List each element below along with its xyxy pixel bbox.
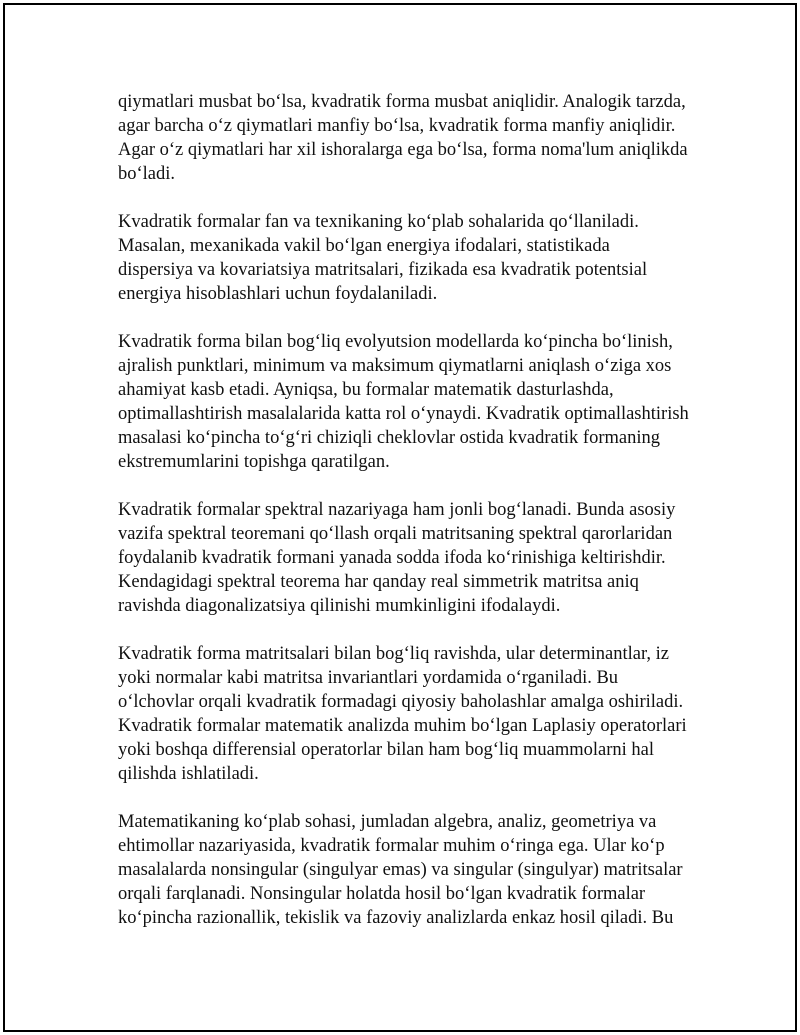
text-line: agar barcha o‘z qiymatlari manfiy bo‘lsa, kvadratik forma manfiy aniqlidir. [118, 116, 676, 136]
text-line: bo‘ladi. [118, 164, 176, 184]
text-line: ahamiyat kasb etadi. Ayniqsa, bu formalar matematik dasturlashda, [118, 380, 614, 400]
document-body [118, 90, 694, 954]
text-line: Kvadratik formalar matematik analizda muhim bo‘lgan Laplasiy operatorlari [118, 716, 687, 736]
paragraph-1 [118, 90, 694, 186]
text-line: dispersiya va kovariatsiya matritsalari, fizikada esa kvadratik potentsial [118, 260, 648, 280]
paragraph-3 [118, 330, 694, 474]
text-line: Kendagidagi spektral teorema har qanday real simmetrik matritsa aniq [118, 572, 639, 592]
text-line: ko‘pincha razionallik, tekislik va fazoviy analizlarda enkaz hosil qiladi. Bu [118, 908, 674, 928]
text-line: orqali farqlanadi. Nonsingular holatda hosil bo‘lgan kvadratik formalar [118, 884, 646, 904]
paragraph-2 [118, 210, 694, 306]
text-line: ravishda diagonalizatsiya qilinishi mumkinligini ifodalaydi. [118, 596, 561, 616]
text-line: Matematikaning ko‘plab sohasi, jumladan algebra, analiz, geometriya va [118, 812, 657, 832]
text-line: masalasi ko‘pincha to‘g‘ri chiziqli cheklovlar ostida kvadratik formaning [118, 428, 660, 448]
text-line: foydalanib kvadratik formani yanada sodda ifoda ko‘rinishiga keltirishdir. [118, 548, 666, 568]
paragraph-4 [118, 498, 694, 618]
text-line: Masalan, mexanikada vakil bo‘lgan energiya ifodalari, statistikada [118, 236, 610, 256]
text-line: o‘lchovlar orqali kvadratik formadagi qiyosiy baholashlar amalga oshiriladi. [118, 692, 684, 712]
text-line: qiymatlari musbat bo‘lsa, kvadratik forma musbat aniqlidir. Analogik tarzda, [118, 92, 686, 112]
text-line: qilishda ishlatiladi. [118, 764, 259, 784]
text-line: Kvadratik formalar fan va texnikaning ko‘plab sohalarida qo‘llaniladi. [118, 212, 639, 232]
text-line: ehtimollar nazariyasida, kvadratik formalar muhim o‘ringa ega. Ular ko‘p [118, 836, 665, 856]
text-line: vazifa spektral teoremani qo‘llash orqali matritsaning spektral qarorlaridan [118, 524, 673, 544]
text-line: ajralish punktlari, minimum va maksimum qiymatlarni aniqlash o‘ziga xos [118, 356, 672, 376]
text-line: yoki normalar kabi matritsa invariantlari yordamida o‘rganiladi. Bu [118, 668, 619, 688]
text-line: Agar o‘z qiymatlari har xil ishoralarga ega bo‘lsa, forma noma'lum aniqlikda [118, 140, 688, 160]
text-line: masalalarda nonsingular (singulyar emas) va singular (singulyar) matritsalar [118, 860, 683, 880]
paragraph-5 [118, 642, 694, 786]
text-line: optimallashtirish masalalarida katta rol o‘ynaydi. Kvadratik optimallashtirish [118, 404, 689, 424]
paragraph-6 [118, 810, 694, 930]
text-line: Kvadratik forma bilan bog‘liq evolyutsion modellarda ko‘pincha bo‘linish, [118, 332, 673, 352]
text-line: yoki boshqa differensial operatorlar bilan ham bog‘liq muammolarni hal [118, 740, 655, 760]
text-line: Kvadratik formalar spektral nazariyaga ham jonli bog‘lanadi. Bunda asosiy [118, 500, 676, 520]
text-line: energiya hisoblashlari uchun foydalaniladi. [118, 284, 438, 304]
text-line: Kvadratik forma matritsalari bilan bog‘liq ravishda, ular determinantlar, iz [118, 644, 669, 664]
text-line: ekstremumlarini topishga qaratilgan. [118, 452, 390, 472]
